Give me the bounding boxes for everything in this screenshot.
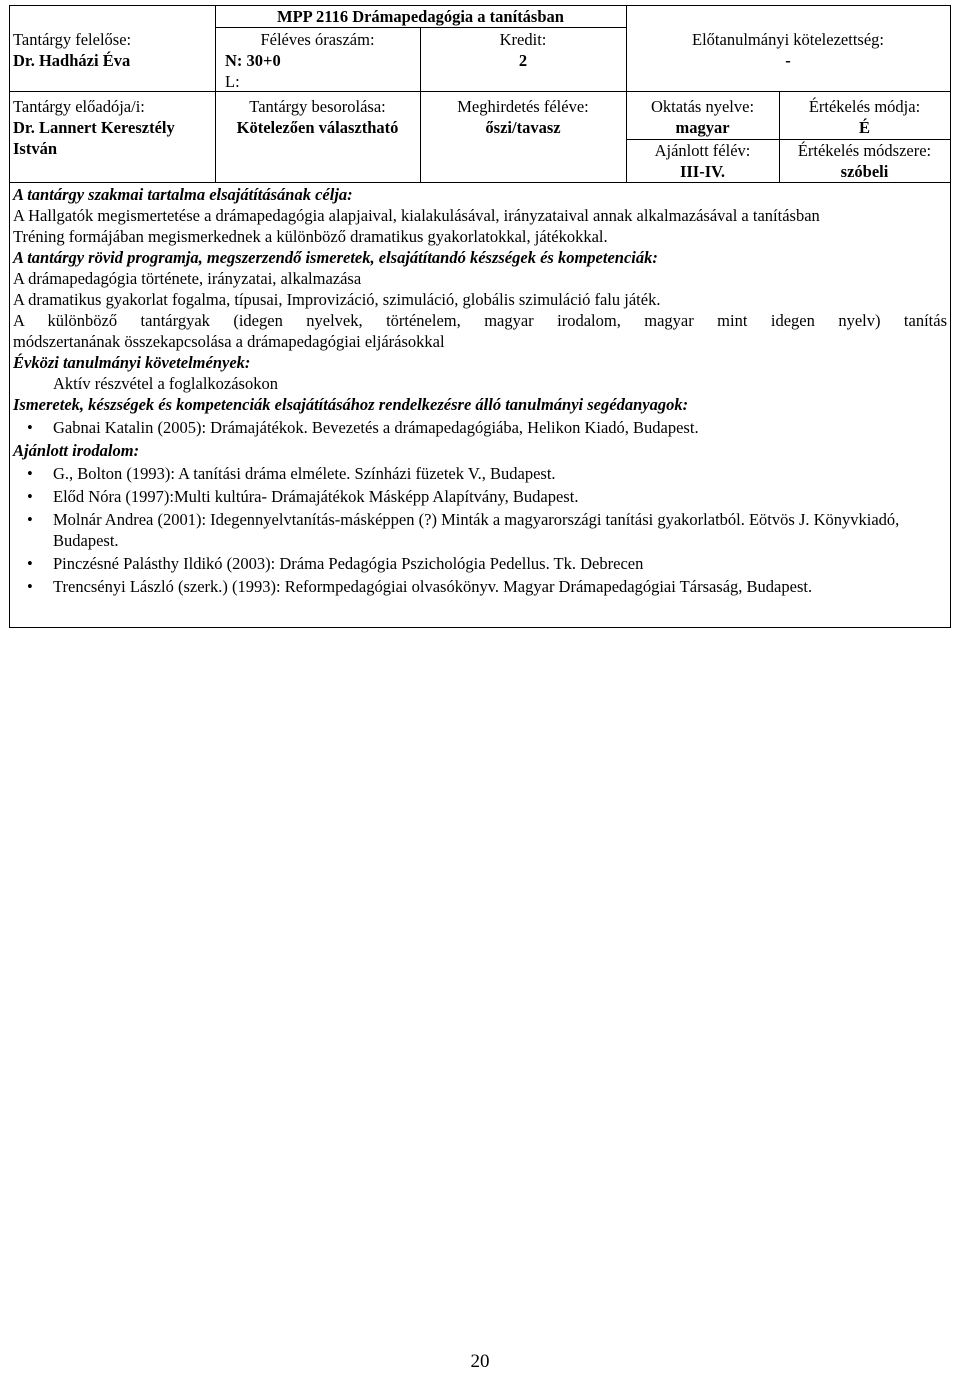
goal-line-1: A Hallgatók megismertetése a drámapedagógia alapjaival, kialakulásával, irányzataival annak alkalmazásával a tanításban	[13, 206, 820, 225]
requirements-line: Aktív részvétel a foglalkozásokon	[53, 374, 278, 393]
recommended-label: Ajánlott félév:	[654, 141, 751, 160]
bullet-icon: •	[27, 510, 33, 529]
list-item: • Trencsényi László (szerk.) (1993): Reformpedagógiai olvasókönyv. Magyar Drámapedagógiai Társaság, Budapest.	[27, 577, 813, 596]
requirements-heading: Évközi tanulmányi követelmények:	[13, 353, 251, 372]
bullet-icon: •	[27, 554, 33, 573]
materials-list	[13, 417, 947, 438]
goal-line-2: Tréning formájában megismerkednek a különböző dramatikus gyakorlatokkal, játékokkal.	[13, 227, 608, 246]
literature-list	[13, 463, 947, 597]
responsible-value: Dr. Hadházi Éva	[13, 51, 131, 70]
bullet-icon: •	[27, 464, 33, 483]
bullet-icon: •	[27, 487, 33, 506]
prereq-value: -	[785, 51, 791, 70]
hours-n: N: 30+0	[225, 51, 281, 70]
program-line-1: A drámapedagógia története, irányzatai, alkalmazása	[13, 269, 362, 288]
list-item: • Pinczésné Palásthy Ildikó (2003): Dráma Pedagógia Pszichológia Pedellus. Tk. Debrecen	[27, 554, 644, 573]
table-row2-bottom	[9, 182, 951, 183]
classification-value: Kötelezően választható	[236, 118, 399, 137]
table-right-border	[950, 5, 951, 628]
list-item: • Gabnai Katalin (2005): Drámajátékok. Bevezetés a drámapedagógiába, Helikon Kiadó, Budapest.	[27, 418, 699, 437]
materials-heading: Ismeretek, készségek és kompetenciák elsajátításához rendelkezésre álló tanulmányi segédanyagok:	[13, 395, 689, 414]
recommended-value: III-IV.	[679, 162, 726, 181]
hours-l: L:	[225, 72, 240, 91]
subject-title: MPP 2116 Drámapedagógia a tanításban	[277, 7, 564, 26]
eval-mode-label: Értékelés módja:	[808, 97, 921, 116]
program-line-3a: A különböző tantárgyak (idegen nyelvek, történelem, magyar irodalom, magyar mint idegen nyelv) tanítás	[13, 311, 947, 330]
literature-heading: Ajánlott irodalom:	[13, 441, 140, 460]
lecturer-label: Tantárgy előadója/i:	[13, 97, 145, 116]
list-item: • Előd Nóra (1997):Multi kultúra- Drámajátékok Másképp Alapítvány, Budapest.	[27, 487, 579, 506]
lecturer-value-1: Dr. Lannert Keresztély	[13, 118, 175, 137]
page-number: 20	[470, 1351, 490, 1372]
table-left-border	[9, 5, 10, 628]
program-line-3b: módszertanának összekapcsolása a drámapedagógiai eljárásokkal	[13, 332, 445, 351]
hours-label: Féléves óraszám:	[260, 30, 375, 49]
semester-label: Meghirdetés féléve:	[457, 97, 589, 116]
eval-method-value: szóbeli	[840, 162, 889, 181]
program-line-2: A dramatikus gyakorlat fogalma, típusai, Improvizáció, szimuláció, globális szimuláció falu játék.	[13, 290, 661, 309]
classification-label: Tantárgy besorolása:	[249, 97, 386, 116]
lecturer-value-2: István	[13, 139, 58, 158]
language-value: magyar	[675, 118, 730, 137]
course-description	[13, 184, 947, 597]
eval-method-label: Értékelés módszere:	[797, 141, 932, 160]
program-heading: A tantárgy rövid programja, megszerzendő ismeretek, elsajátítandó készségek és kompetenciák:	[13, 248, 658, 267]
table-bottom-border	[9, 627, 951, 628]
credit-label: Kredit:	[499, 30, 547, 49]
language-label: Oktatás nyelve:	[650, 97, 755, 116]
semester-value: őszi/tavasz	[485, 118, 561, 137]
goal-heading: A tantárgy szakmai tartalma elsajátításának célja:	[13, 185, 353, 204]
credit-value: 2	[518, 51, 528, 70]
list-item: • G., Bolton (1993): A tanítási dráma elmélete. Színházi füzetek V., Budapest.	[27, 464, 556, 483]
bullet-icon: •	[27, 418, 33, 437]
list-item: • Molnár Andrea (2001): Idegennyelvtanítás-másképpen (?) Minták a magyarországi tanítási gyakorlatból. Eötvös J. Könyvkiadó, Budapest.	[27, 510, 900, 550]
table-row1-bottom	[9, 91, 951, 92]
responsible-label: Tantárgy felelőse:	[13, 30, 132, 49]
eval-mode-value: É	[858, 118, 870, 137]
bullet-icon: •	[27, 577, 33, 596]
prereq-label: Előtanulmányi kötelezettség:	[692, 30, 884, 49]
